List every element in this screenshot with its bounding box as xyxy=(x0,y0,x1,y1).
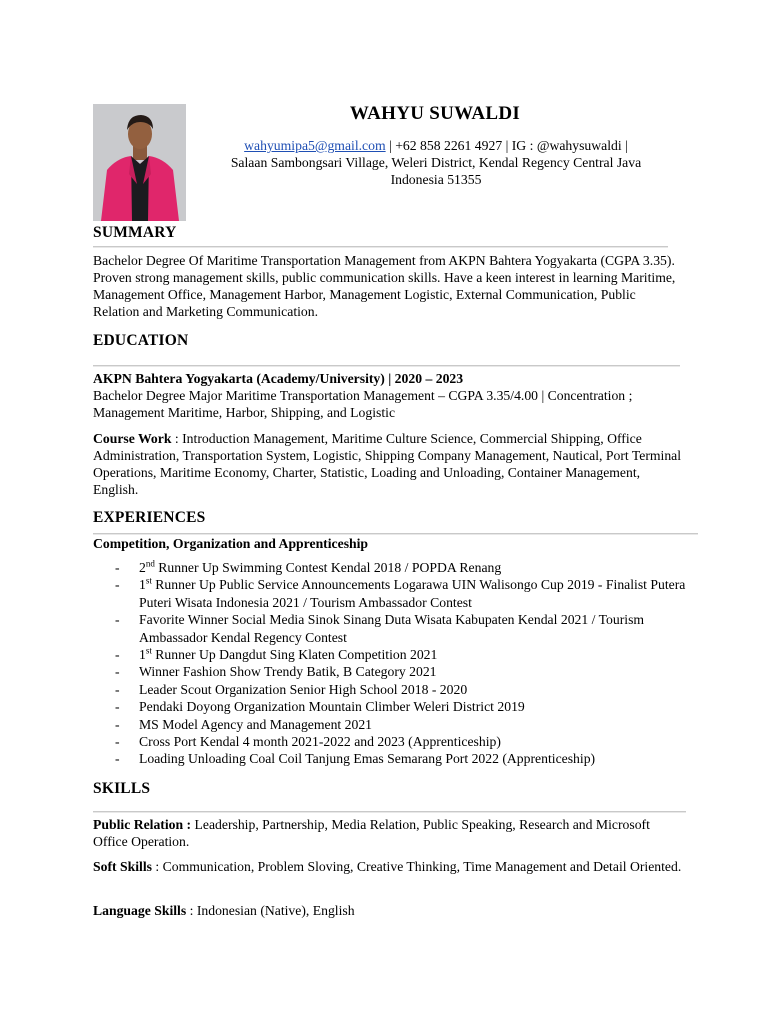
coursework-text: : Introduction Management, Maritime Culture Science, Commercial Shipping, Office Administration, Transportation System, Logistic, Shipping Company Management, Nautical, Port Terminal Operations, Maritime Economy, Charter, Statistic, Loading and Unloading, Container Management, English. xyxy=(93,431,682,497)
skill-language-text: : Indonesian (Native), English xyxy=(186,903,355,918)
experience-text: Runner Up Dangdut Sing Klaten Competition 2021 xyxy=(151,647,438,663)
profile-photo xyxy=(93,104,186,221)
experiences-subheading: Competition, Organization and Apprenticeship xyxy=(93,536,369,551)
candidate-name: WAHYU SUWALDI xyxy=(349,103,521,124)
contact-block xyxy=(190,137,682,188)
experience-item xyxy=(112,576,692,611)
address-line-1: Salaan Sambongsari Village, Weleri District, Kendal Regency Central Java xyxy=(230,155,642,170)
experience-item xyxy=(112,663,692,680)
experience-item xyxy=(112,681,692,698)
education-divider xyxy=(93,365,680,366)
experience-rank-number: 1 xyxy=(139,647,146,663)
experience-item xyxy=(112,611,692,646)
bullet-dash: - xyxy=(115,612,120,628)
skill-soft-skills-text: : Communication, Problem Sloving, Creative Thinking, Time Management and Detail Oriented. xyxy=(151,859,682,874)
contact-phone-ig: | +62 858 2261 4927 | IG : @wahysuwaldi | xyxy=(385,138,628,153)
skill-language-label: Language Skills xyxy=(93,903,187,918)
experience-text: Runner Up Swimming Contest Kendal 2018 / POPDA Renang xyxy=(154,560,502,575)
experience-rank-number: 2 xyxy=(139,560,146,575)
contact-line xyxy=(190,137,682,154)
bullet-dash: - xyxy=(115,577,120,593)
experience-text: Favorite Winner Social Media Sinok Sinang Duta Wisata Kabupaten Kendal 2021 / Tourism Ambassador Kendal Regency Contest xyxy=(139,612,645,645)
experience-item xyxy=(112,698,692,715)
experiences-heading: EXPERIENCES xyxy=(93,509,206,526)
summary-divider xyxy=(93,246,668,247)
bullet-dash: - xyxy=(115,681,120,697)
summary-heading: SUMMARY xyxy=(93,224,177,241)
skill-public-relation-label: Public Relation : xyxy=(93,817,192,832)
experience-rank-suffix: st xyxy=(145,575,152,586)
experience-rank-suffix: nd xyxy=(145,558,155,569)
experience-item xyxy=(112,646,692,663)
skill-soft-skills xyxy=(93,858,683,875)
experience-text: Cross Port Kendal 4 month 2021-2022 and 2023 (Apprenticeship) xyxy=(139,734,501,750)
experience-item xyxy=(112,733,692,750)
education-degree: Bachelor Degree Major Maritime Transportation Management – CGPA 3.35/4.00 | Concentration ; Management Maritime, Harbor, Shipping, and Logistic xyxy=(93,388,633,420)
bullet-dash: - xyxy=(115,699,120,715)
education-school xyxy=(93,370,683,387)
experience-text: Runner Up Public Service Announcements Logarawa UIN Walisongo Cup 2019 - Finalist Putera Puteri Wisata Indonesia 2021 / Tourism Ambassador Contest xyxy=(139,577,686,610)
experiences-divider xyxy=(93,533,698,534)
skill-soft-skills-label: Soft Skills xyxy=(93,859,152,874)
experiences-list xyxy=(112,559,692,768)
education-school-name: AKPN Bahtera Yogyakarta (Academy/University) | 2020 – 2023 xyxy=(93,371,464,386)
experience-text: Pendaki Doyong Organization Mountain Climber Weleri District 2019 xyxy=(139,699,525,715)
experience-text: MS Model Agency and Management 2021 xyxy=(139,716,373,732)
profile-photo-illustration xyxy=(93,104,186,221)
bullet-dash: - xyxy=(115,647,120,663)
skill-language xyxy=(93,902,683,919)
education-coursework xyxy=(93,430,683,498)
experience-item xyxy=(112,559,692,576)
address-line-2: Indonesia 51355 xyxy=(390,172,482,187)
experience-item xyxy=(112,750,692,767)
experience-text: Winner Fashion Show Trendy Batik, B Category 2021 xyxy=(139,664,437,680)
experience-rank-number: 1 xyxy=(139,577,146,593)
experience-text: Leader Scout Organization Senior High School 2018 - 2020 xyxy=(139,681,468,697)
skills-heading: SKILLS xyxy=(93,780,151,797)
education-heading: EDUCATION xyxy=(93,332,189,349)
skills-divider xyxy=(93,811,686,812)
experience-item xyxy=(112,716,692,733)
skill-public-relation xyxy=(93,816,683,850)
email-link[interactable]: wahyumipa5@gmail.com xyxy=(244,138,386,153)
bullet-dash: - xyxy=(115,716,120,732)
bullet-dash: - xyxy=(115,560,120,575)
bullet-dash: - xyxy=(115,734,120,750)
bullet-dash: - xyxy=(115,751,120,767)
experience-rank-suffix: st xyxy=(145,645,152,656)
skill-public-relation-text: Leadership, Partnership, Media Relation, Public Speaking, Research and Microsoft Office Operation. xyxy=(93,817,650,849)
coursework-label: Course Work xyxy=(93,431,172,446)
bullet-dash: - xyxy=(115,664,120,680)
summary-text: Bachelor Degree Of Maritime Transportation Management from AKPN Bahtera Yogyakarta (CGPA 3.35). Proven strong management skills, public communication skills. Have a keen interest in learning Maritime, Management Office, Management Harbor, Management Logistic, External Communication, Public Relation and Marketing Communication. xyxy=(93,253,676,319)
experience-text: Loading Unloading Coal Coil Tanjung Emas Semarang Port 2022 (Apprenticeship) xyxy=(139,751,596,767)
